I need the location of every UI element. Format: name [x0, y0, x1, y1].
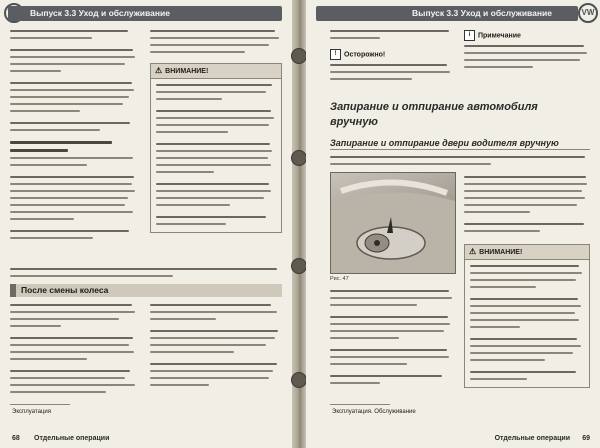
- left-column-2: [150, 30, 282, 233]
- left-page-number: 68: [12, 435, 20, 442]
- right-note-heading: ! Осторожно!: [330, 49, 454, 60]
- binder-hole-icon: [291, 258, 307, 274]
- right-page-number: 69: [582, 435, 590, 442]
- right-lower-column: [330, 290, 454, 389]
- vw-logo-icon: VW: [578, 3, 598, 23]
- right-page: [306, 0, 600, 448]
- right-sub-title: Запирание и отпирание двери водителя вручную: [330, 138, 590, 150]
- right-main-title-2: вручную: [330, 116, 378, 128]
- left-warning-box: [150, 63, 282, 233]
- left-section-title: После смены колеса: [10, 284, 282, 297]
- binder-hole-icon: [291, 150, 307, 166]
- left-lower-column-1: [10, 304, 138, 398]
- left-lower-column-2: [150, 304, 282, 391]
- right-footer-title: Отдельные операции: [494, 435, 570, 442]
- left-page: [0, 0, 293, 448]
- warning-triangle-icon: ⚠: [469, 247, 477, 256]
- right-tips-heading: i Примечание: [464, 30, 590, 41]
- note-circle-icon: !: [330, 49, 341, 60]
- right-main-title-1: Запирание и отпирание автомобиля: [330, 101, 538, 113]
- right-warning-title: ВНИМАНИЕ!: [479, 249, 523, 256]
- left-intro-text: [10, 268, 282, 282]
- right-side-text: [464, 176, 590, 237]
- right-warning-box: [464, 244, 590, 388]
- binder-hole-icon: [291, 372, 307, 388]
- right-warning-column: [464, 244, 590, 388]
- binder-hole-icon: [291, 48, 307, 64]
- left-footer-title: Отдельные операции: [34, 435, 110, 442]
- door-lock-photo: [330, 172, 456, 274]
- right-footnote-rule: [330, 404, 390, 405]
- right-page-header: Выпуск 3.3 Уход и обслуживание: [316, 6, 578, 21]
- right-intro-text: [330, 156, 590, 170]
- left-footnote-rule: [10, 404, 70, 405]
- right-footnote: Эксплуатация. Обслуживание: [332, 409, 416, 415]
- left-page-header: Выпуск 3.3 Уход и обслуживание: [8, 6, 282, 21]
- left-warning-title: ВНИМАНИЕ!: [165, 68, 209, 75]
- warning-triangle-icon: ⚠: [155, 66, 163, 75]
- tips-icon: i: [464, 30, 475, 41]
- right-figure-caption: Рис. 47: [330, 276, 349, 282]
- door-handle-illustration: [331, 173, 455, 273]
- right-top-column-1: [330, 30, 454, 85]
- left-column-1: [10, 30, 138, 244]
- left-footnote: Эксплуатация: [12, 409, 51, 415]
- right-top-column-2: [464, 30, 590, 73]
